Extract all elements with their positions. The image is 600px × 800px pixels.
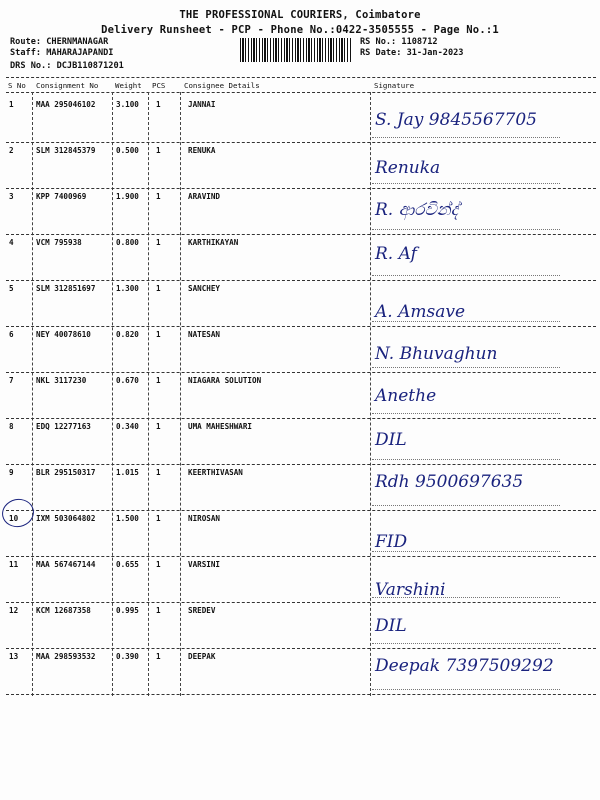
header-bottom-rule (6, 92, 596, 93)
row-weight: 3.100 (116, 100, 139, 109)
signature-line (372, 275, 560, 276)
signature-handwriting: Varshini (375, 580, 446, 600)
row-consignment: SLM 312845379 (36, 146, 96, 155)
row-weight: 1.300 (116, 284, 139, 293)
col-divider (112, 92, 113, 696)
row-consignment: VCM 795938 (36, 238, 82, 247)
row-sno: 8 (9, 422, 14, 431)
row-sno: 1 (9, 100, 14, 109)
row-consignee: NIAGARA SOLUTION (188, 376, 262, 385)
row-sno: 13 (9, 652, 19, 661)
signature-handwriting: Deepak 7397509292 (375, 656, 554, 676)
row-pcs: 1 (156, 606, 161, 615)
runsheet-subtitle: Delivery Runsheet - PCP - Phone No.:0422-3505555 - Page No.:1 (101, 24, 499, 36)
signature-handwriting: DIL (375, 616, 407, 636)
row-consignment: MAA 567467144 (36, 560, 96, 569)
signature-handwriting: A. Amsave (375, 302, 466, 322)
row-weight: 0.340 (116, 422, 139, 431)
row-consignee: RENUKA (188, 146, 216, 155)
row-consignment: BLR 295150317 (36, 468, 96, 477)
staff-text: Staff: MAHARAJAPANDI (10, 48, 114, 58)
row-weight: 0.820 (116, 330, 139, 339)
row-consignment: MAA 295046102 (36, 100, 96, 109)
row-weight: 0.390 (116, 652, 139, 661)
row-consignee: UMA MAHESHWARI (188, 422, 253, 431)
row-sno: 2 (9, 146, 14, 155)
row-weight: 1.500 (116, 514, 139, 523)
row-consignment: EDQ 12277163 (36, 422, 91, 431)
row-consignee: SANCHEY (188, 284, 221, 293)
col-divider (370, 92, 371, 696)
row-pcs: 1 (156, 376, 161, 385)
col-signature: Signature (374, 81, 415, 90)
row-separator (6, 648, 596, 649)
signature-line (372, 137, 560, 138)
col-consignment: Consignment No (36, 81, 99, 90)
signature-line (372, 229, 560, 230)
signature-handwriting: FID (375, 532, 408, 552)
row-separator (6, 510, 596, 511)
signature-handwriting: R. Af (375, 244, 417, 264)
row-consignee: NIROSAN (188, 514, 221, 523)
col-divider (180, 92, 181, 696)
route-text: Route: CHERNMANAGAR (10, 37, 109, 47)
row-separator (6, 694, 596, 695)
row-separator (6, 142, 596, 143)
row-separator (6, 234, 596, 235)
row-consignee: KARTHIKAYAN (188, 238, 239, 247)
row-weight: 0.995 (116, 606, 139, 615)
signature-line (372, 183, 560, 184)
row-separator (6, 418, 596, 419)
row-separator (6, 372, 596, 373)
row-pcs: 1 (156, 192, 161, 201)
row-sno: 3 (9, 192, 14, 201)
signature-line (372, 367, 560, 368)
row-consignment: KCM 12687358 (36, 606, 91, 615)
drs-number: DRS No.: DCJB110871201 (10, 61, 124, 71)
row-pcs: 1 (156, 652, 161, 661)
row-pcs: 1 (156, 100, 161, 109)
row-separator (6, 464, 596, 465)
row-consignment: KPP 7400969 (36, 192, 87, 201)
signature-handwriting: S. Jay 9845567705 (375, 110, 537, 130)
col-divider (32, 92, 33, 696)
row-sno: 5 (9, 284, 14, 293)
row-separator (6, 326, 596, 327)
signature-handwriting: Anethe (375, 386, 437, 406)
signature-handwriting: R. ආරවින්ද් (375, 200, 459, 220)
row-consignment: NKL 3117230 (36, 376, 87, 385)
signature-line (372, 505, 560, 506)
row-consignment: SLM 312851697 (36, 284, 96, 293)
row-consignee: NATESAN (188, 330, 221, 339)
rs-number: RS No.: 1108712 (360, 37, 438, 47)
row-pcs: 1 (156, 284, 161, 293)
row-sno: 9 (9, 468, 14, 477)
row-sno: 12 (9, 606, 19, 615)
row-consignee: DEEPAK (188, 652, 216, 661)
row-weight: 0.500 (116, 146, 139, 155)
row-consignee: KEERTHIVASAN (188, 468, 243, 477)
signature-handwriting: Renuka (375, 158, 441, 178)
row-weight: 1.900 (116, 192, 139, 201)
row-pcs: 1 (156, 146, 161, 155)
signature-line (372, 321, 560, 322)
row-weight: 1.015 (116, 468, 139, 477)
signature-line (372, 643, 560, 644)
row-separator (6, 280, 596, 281)
row-weight: 0.800 (116, 238, 139, 247)
col-divider (148, 92, 149, 696)
row-consignee: VARSINI (188, 560, 221, 569)
row-pcs: 1 (156, 514, 161, 523)
col-pcs: PCS (152, 81, 166, 90)
col-details: Consignee Details (184, 81, 260, 90)
row-pcs: 1 (156, 468, 161, 477)
signature-line (372, 551, 560, 552)
signature-handwriting: Rdh 9500697635 (375, 472, 524, 492)
row-separator (6, 602, 596, 603)
row-sno: 4 (9, 238, 14, 247)
signature-line (372, 459, 560, 460)
row-sno: 7 (9, 376, 14, 385)
row-weight: 0.670 (116, 376, 139, 385)
signature-handwriting: DIL (375, 430, 407, 450)
row-pcs: 1 (156, 422, 161, 431)
row-separator (6, 188, 596, 189)
barcode (240, 38, 352, 62)
row-consignee: ARAVIND (188, 192, 221, 201)
row-separator (6, 556, 596, 557)
row-sno: 11 (9, 560, 19, 569)
signature-line (372, 413, 560, 414)
row-consignee: JANNAI (188, 100, 216, 109)
signature-line (372, 597, 560, 598)
row-consignment: IXM 503064802 (36, 514, 96, 523)
header-top-rule (6, 77, 596, 78)
rs-date: RS Date: 31-Jan-2023 (360, 48, 464, 58)
col-weight: Weight (115, 81, 142, 90)
row-pcs: 1 (156, 238, 161, 247)
row-weight: 0.655 (116, 560, 139, 569)
col-sno: S No (8, 81, 26, 90)
company-title: THE PROFESSIONAL COURIERS, Coimbatore (179, 9, 421, 21)
row-sno: 10 (9, 514, 19, 523)
row-sno: 6 (9, 330, 14, 339)
row-pcs: 1 (156, 330, 161, 339)
row-pcs: 1 (156, 560, 161, 569)
row-consignment: MAA 298593532 (36, 652, 96, 661)
signature-line (372, 689, 560, 690)
row-consignee: SREDEV (188, 606, 216, 615)
signature-handwriting: N. Bhuvaghun (375, 344, 498, 364)
row-consignment: NEY 40078610 (36, 330, 91, 339)
